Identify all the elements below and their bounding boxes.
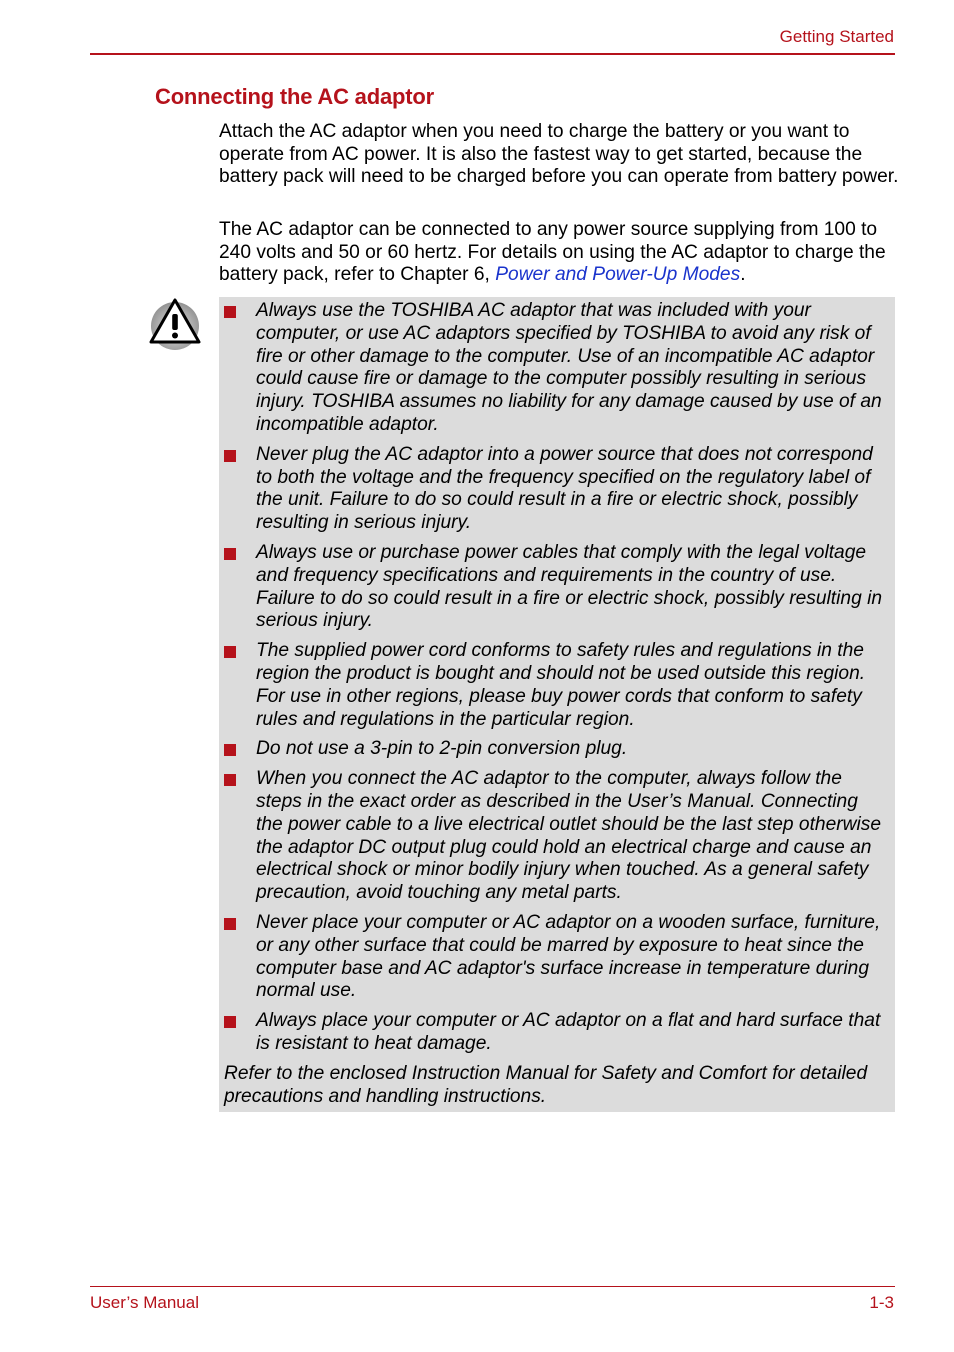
- caution-text: Always place your computer or AC adaptor on a flat and hard surface that is resistant to heat damage.: [256, 1010, 881, 1054]
- square-bullet-icon: [224, 306, 236, 318]
- list-item: [224, 640, 887, 731]
- square-bullet-icon: [224, 918, 236, 930]
- caution-text: Never place your computer or AC adaptor on a wooden surface, furniture, or any other surface that could be marred by exposure to heat since the computer base and AC adaptor's surface increase in temperature during normal use.: [256, 911, 881, 1002]
- square-bullet-icon: [224, 450, 236, 462]
- list-item: [224, 738, 887, 761]
- caution-text: The supplied power cord conforms to safety rules and regulations in the region the product is bought and should not be used outside this region. For use in other regions, please buy power cords that conform to safety rules and regulations in the particular region.: [256, 640, 866, 730]
- footer-rule: [90, 1286, 895, 1287]
- footer-manual-name: User’s Manual: [90, 1293, 199, 1312]
- caution-text: Never plug the AC adaptor into a power source that does not correspond to both the voltage and the frequency specified on the regulatory label of the unit. Failure to do so could result in a fire or electric shock, possibly resulting in serious injury.: [256, 443, 873, 534]
- list-item: [224, 768, 887, 905]
- caution-box: [219, 297, 895, 1112]
- intro-paragraph: Attach the AC adaptor when you need to charge the battery or you want to operate from AC power. It is also the fastest way to get started, because the battery pack will need to be charged before you can operate from battery power.: [219, 121, 899, 188]
- voltage-paragraph-end: .: [740, 264, 746, 286]
- caution-text: When you connect the AC adaptor to the computer, always follow the steps in the exact order as described in the User’s Manual. Connecting the power cable to a live electrical outlet should be the last step otherwise the adaptor DC output plug could hold an electrical charge and cause an electrical shock or minor bodily injury when touched. As a general safety precaution, avoid touching any metal parts.: [256, 768, 882, 904]
- section-title: Connecting the AC adaptor: [155, 84, 434, 109]
- voltage-paragraph: [219, 219, 899, 287]
- warning-triangle-icon: [148, 297, 202, 351]
- square-bullet-icon: [224, 774, 236, 786]
- square-bullet-icon: [224, 744, 236, 756]
- caution-list: [224, 300, 887, 1056]
- list-item: [224, 444, 887, 535]
- square-bullet-icon: [224, 548, 236, 560]
- list-item: [224, 542, 887, 633]
- list-item: [224, 1010, 887, 1056]
- caution-footer-note: Refer to the enclosed Instruction Manual for Safety and Comfort for detailed precautions and handling instructions.: [224, 1062, 868, 1107]
- caution-text: Always use the TOSHIBA AC adaptor that was included with your computer, or use AC adaptors specified by TOSHIBA to avoid any risk of fire or other damage to the computer. Use of an incompatible AC adaptor could cause fire or damage to the computer possibly resulting in serious injury. TOSHIBA assumes no liability for any damage caused by use of an incompatible adaptor.: [256, 300, 882, 435]
- header-rule: [90, 53, 895, 55]
- running-header: Getting Started: [779, 27, 894, 46]
- caution-text: Always use or purchase power cables that comply with the legal voltage and frequency specifications and requirements in the country of use. Failure to do so could result in a fire or electric shock, possibly resulting in serious injury.: [256, 541, 883, 632]
- list-item: [224, 300, 887, 437]
- square-bullet-icon: [224, 1016, 236, 1028]
- footer-page-number: 1-3: [869, 1293, 894, 1312]
- chapter-link[interactable]: Power and Power-Up Modes: [495, 264, 741, 286]
- square-bullet-icon: [224, 646, 236, 658]
- list-item: [224, 912, 887, 1003]
- caution-text: Do not use a 3-pin to 2-pin conversion plug.: [256, 738, 628, 760]
- voltage-paragraph-text: The AC adaptor can be connected to any power source supplying from 100 to 240 volts and 50 or 60 hertz. For details on using the AC adaptor to charge the battery pack, refer to Chapter 6,: [219, 219, 886, 286]
